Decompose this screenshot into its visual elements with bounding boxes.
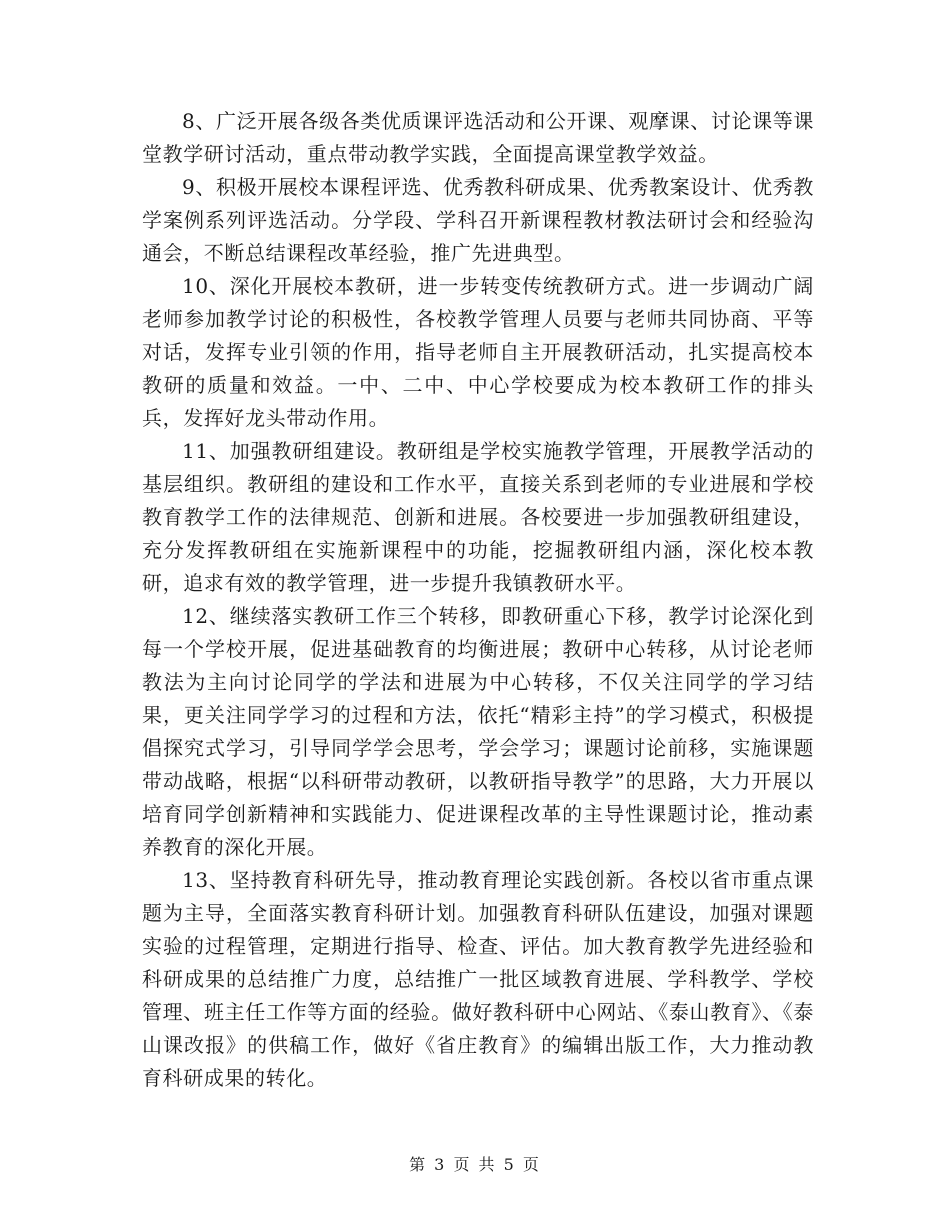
paragraph-item-13: 13、坚持教育科研先导，推动教育理论实践创新。各校以省市重点课题为主导，全面落实教育科研计划。加强教育科研队伍建设，加强对课题实验的过程管理，定期进行指导、检查、评估。加大教育教学先进经验和科研成果的总结推广力度，总结推广一批区域教育进展、学科教学、学校管理、班主任工作等方面的经验。做好教科研中心网站、《泰山教育》、《泰山课改报》的供稿工作，做好《省庄教育》的编辑出版工作，大力推动教育科研成果的转化。 (142, 868, 814, 1090)
paragraph-item-9: 9、积极开展校本课程评选、优秀教科研成果、优秀教案设计、优秀教学案例系列评选活动。分学段、学科召开新课程教材教法研讨会和经验沟通会，不断总结课程改革经验，推广先进典型。 (142, 175, 814, 265)
paragraph-item-12: 12、继续落实教研工作三个转移，即教研重心下移，教学讨论深化到每一个学校开展，促进基础教育的均衡进展；教研中心转移，从讨论老师教法为主向讨论同学的学法和进展为中心转移，不仅关注同学的学习结果，更关注同学学习的过程和方法，依托“精彩主持”的学习模式，积极提倡探究式学习，引导同学学会思考，学会学习；课题讨论前移，实施课题带动战略，根据“以科研带动教研，以教研指导教学”的思路，大力开展以培育同学创新精神和实践能力、促进课程改革的主导性课题讨论，推动素养教育的深化开展。 (142, 604, 814, 859)
paragraph-item-10: 10、深化开展校本教研，进一步转变传统教研方式。进一步调动广阔老师参加教学讨论的积极性，各校教学管理人员要与老师共同协商、平等对话，发挥专业引领的作用，指导老师自主开展教研活动，扎实提高校本教研的质量和效益。一中、二中、中心学校要成为校本教研工作的排头兵，发挥好龙头带动作用。 (142, 274, 814, 430)
paragraph-item-8: 8、广泛开展各级各类优质课评选活动和公开课、观摩课、讨论课等课堂教学研讨活动，重点带动教学实践，全面提高课堂教学效益。 (142, 109, 814, 166)
paragraph-item-11: 11、加强教研组建设。教研组是学校实施教学管理，开展教学活动的基层组织。教研组的建设和工作水平，直接关系到老师的专业进展和学校教育教学工作的法律规范、创新和进展。各校要进一步加强教研组建设，充分发挥教研组在实施新课程中的功能，挖掘教研组内涵，深化校本教研，追求有效的教学管理，进一步提升我镇教研水平。 (142, 439, 814, 595)
document-body (142, 105, 814, 1095)
page-number-footer: 第 3 页 共 5 页 (409, 1155, 541, 1174)
